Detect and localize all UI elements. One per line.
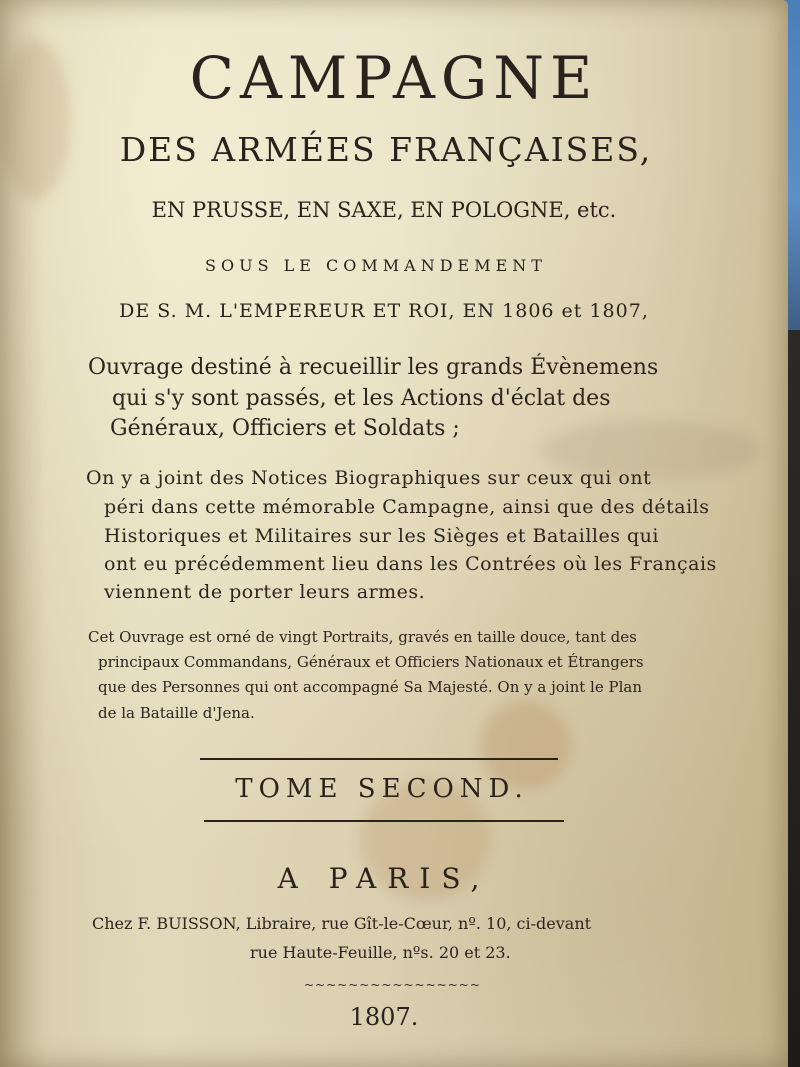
notice-line: péri dans cette mémorable Campagne, ainsi que des détails <box>104 496 710 518</box>
description-line: Ouvrage destiné à recueillir les grands Évènemens <box>88 355 659 380</box>
book-title: CAMPAGNE <box>189 44 599 112</box>
divider-rule-top <box>200 758 558 760</box>
portraits-line: que des Personnes qui ont accompagné Sa Majesté. On y a joint le Plan <box>98 678 642 696</box>
subtitle-emperor: DE S. M. L'EMPEREUR ET ROI, EN 1806 et 1807, <box>119 300 649 322</box>
place-of-publication: A PARIS, <box>277 862 491 895</box>
volume-label: TOME SECOND. <box>235 774 529 804</box>
notice-line: Historiques et Militaires sur les Sièges et Batailles qui <box>104 525 659 547</box>
description-line: Généraux, Officiers et Soldats ; <box>110 416 460 441</box>
subtitle-countries: EN PRUSSE, EN SAXE, EN POLOGNE, etc. <box>151 198 617 222</box>
portraits-line: Cet Ouvrage est orné de vingt Portraits, gravés en taille douce, tant des <box>88 628 637 646</box>
publisher-address-line: rue Haute-Feuille, nºs. 20 et 23. <box>250 943 511 962</box>
notice-line: viennent de porter leurs armes. <box>104 581 426 603</box>
ornament-divider: ~~~~~~~~~~~~~~~~ <box>304 978 481 992</box>
portraits-line: de la Bataille d'Jena. <box>98 704 255 722</box>
publication-year: 1807. <box>349 1003 419 1031</box>
description-line: qui s'y sont passés, et les Actions d'éclat des <box>112 386 611 411</box>
divider-rule-bottom <box>204 820 564 822</box>
notice-line: ont eu précédemment lieu dans les Contrées où les Français <box>104 553 717 575</box>
publisher-line: Chez F. BUISSON, Libraire, rue Gît-le-Cœur, nº. 10, ci-devant <box>92 914 592 933</box>
portraits-line: principaux Commandans, Généraux et Officiers Nationaux et Étrangers <box>98 653 644 671</box>
notice-line: On y a joint des Notices Biographiques sur ceux qui ont <box>86 467 652 489</box>
subtitle-command: SOUS LE COMMANDEMENT <box>205 256 547 275</box>
subtitle-armies: DES ARMÉES FRANÇAISES, <box>119 130 653 169</box>
